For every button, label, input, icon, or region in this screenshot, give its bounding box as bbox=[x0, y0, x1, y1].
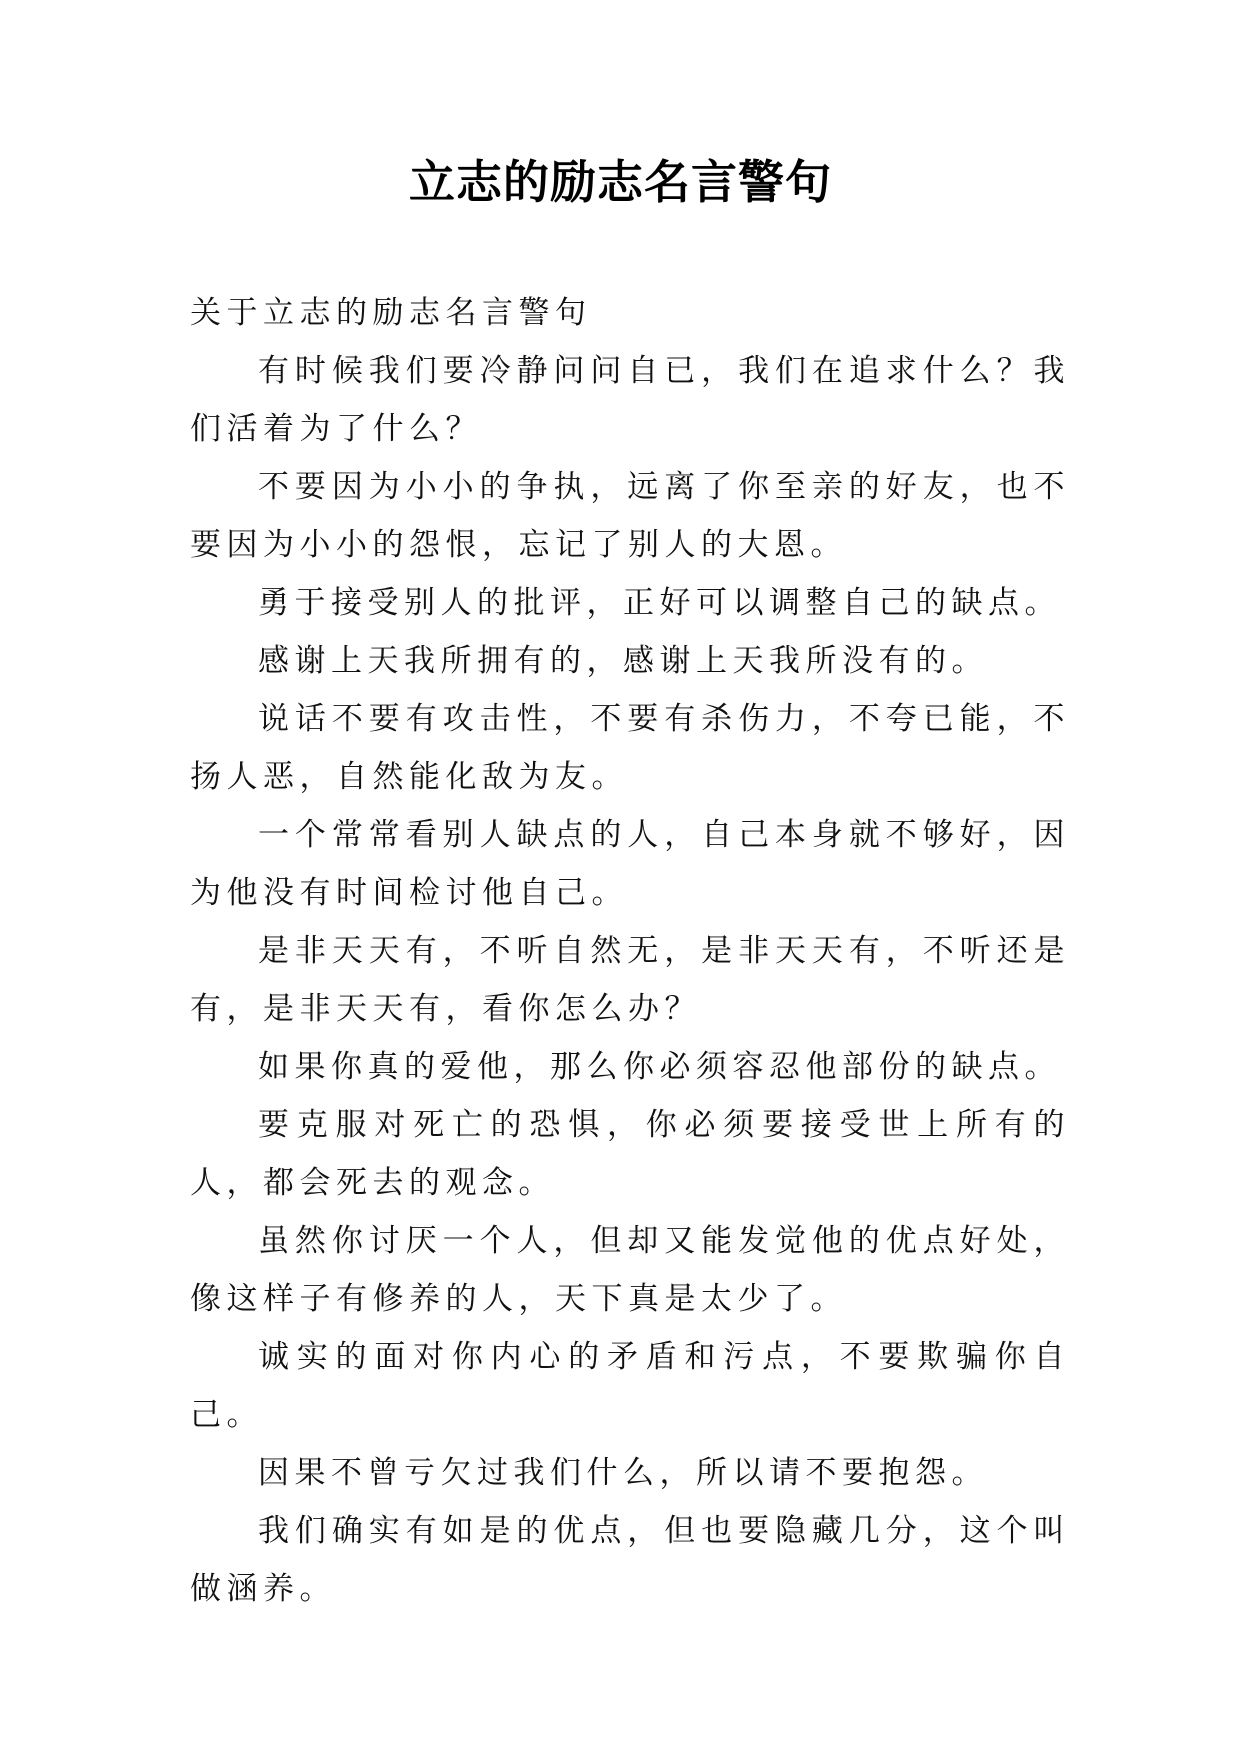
paragraph: 是非天天有，不听自然无，是非天天有，不听还是有，是非天天有，看你怎么办？ bbox=[190, 933, 1070, 1027]
paragraph: 要克服对死亡的恐惧，你必须要接受世上所有的人，都会死去的观念。 bbox=[190, 1107, 1070, 1201]
document-subtitle: 关于立志的励志名言警句 bbox=[190, 295, 592, 331]
paragraph: 虽然你讨厌一个人，但却又能发觉他的优点好处，像这样子有修养的人，天下真是太少了。 bbox=[190, 1223, 1070, 1317]
paragraph: 诚实的面对你内心的矛盾和污点，不要欺骗你自己。 bbox=[190, 1339, 1070, 1433]
paragraph: 因果不曾亏欠过我们什么，所以请不要抱怨。 bbox=[258, 1455, 988, 1491]
paragraph: 感谢上天我所拥有的，感谢上天我所没有的。 bbox=[258, 643, 988, 679]
paragraph: 一个常常看别人缺点的人，自己本身就不够好，因为他没有时间检讨他自己。 bbox=[190, 817, 1070, 911]
paragraph: 不要因为小小的争执，远离了你至亲的好友，也不要因为小小的怨恨，忘记了别人的大恩。 bbox=[190, 469, 1070, 563]
paragraph: 如果你真的爱他，那么你必须容忍他部份的缺点。 bbox=[258, 1049, 1061, 1085]
paragraph: 有时候我们要冷静问问自已，我们在追求什么？我们活着为了什么？ bbox=[190, 353, 1070, 447]
document-body bbox=[190, 284, 1070, 1618]
paragraph: 勇于接受别人的批评，正好可以调整自己的缺点。 bbox=[258, 585, 1061, 621]
paragraph: 我们确实有如是的优点，但也要隐藏几分，这个叫做涵养。 bbox=[190, 1513, 1070, 1607]
document-title: 立志的励志名言警句 bbox=[409, 155, 832, 209]
paragraph: 说话不要有攻击性，不要有杀伤力，不夸已能，不扬人恶，自然能化敌为友。 bbox=[190, 701, 1070, 795]
